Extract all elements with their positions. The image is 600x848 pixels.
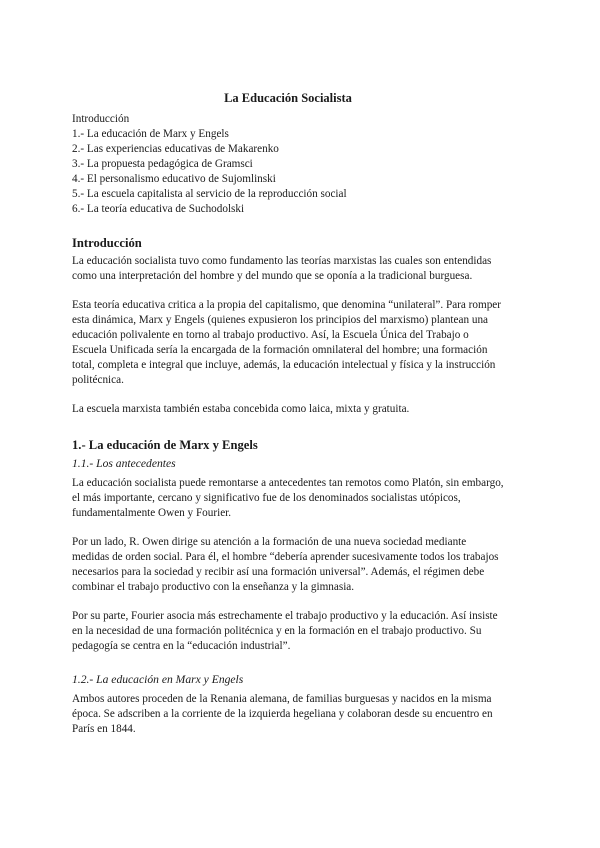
toc-item-5: 5.- La escuela capitalista al servicio de la reproducción social: [72, 188, 347, 200]
toc-item-1: 1.- La educación de Marx y Engels: [72, 128, 229, 140]
toc-item-introduction: Introducción: [72, 113, 130, 125]
subsection-1-2-heading: 1.2.- La educación en Marx y Engels: [72, 673, 244, 686]
toc-item-2: 2.- Las experiencias educativas de Makarenko: [72, 143, 279, 155]
subsection-1-1-paragraph-2: Por un lado, R. Owen dirige su atención a la formación de una nueva sociedad mediante medidas de orden social. Para él, el hombre “debería aprender sucesivamente todos los trabajos necesarios para la sociedad y recibir así una formación universal”. Además, el régimen debe combinar el trabajo productivo con la enseñanza y la gimnasia.: [72, 536, 499, 593]
table-of-contents: [72, 112, 504, 217]
toc-item-3: 3.- La propuesta pedagógica de Gramsci: [72, 158, 253, 170]
document-title: La Educación Socialista: [224, 91, 352, 105]
section-1-heading: 1.- La educación de Marx y Engels: [72, 438, 258, 452]
intro-heading: Introducción: [72, 236, 142, 250]
subsection-1-1-paragraph-1: La educación socialista puede remontarse a antecedentes tan remotos como Platón, sin embargo, el más importante, cercano y significativo fue de los denominados socialistas utópicos, fundamentalmente Owen y Fourier.: [72, 477, 504, 519]
subsection-1-2-paragraph-1: Ambos autores proceden de la Renania alemana, de familias burguesas y nacidos en la misma época. Se adscriben a la corriente de la izquierda hegeliana y colaboran desde su encuentro en París en 1844.: [72, 693, 493, 735]
intro-paragraph-2: Esta teoría educativa critica a la propia del capitalismo, que denomina “unilateral”. Para romper esta dinámica, Marx y Engels (quienes expusieron los principios del marxismo) plantean una educación polivalente en torno al trabajo productivo. Así, la Escuela Única del Trabajo o Escuela Unificada sería la encargada de la formación omnilateral del hombre; una formación total, completa e integral que incluye, además, la educación intelectual y física y la instrucción politécnica.: [72, 299, 501, 386]
toc-item-4: 4.- El personalismo educativo de Sujomlinski: [72, 173, 276, 185]
subsection-1-1-paragraph-3: Por su parte, Fourier asocia más estrechamente el trabajo productivo y la educación. Así insiste en la necesidad de una formación politécnica y en la formación en el trabajo productivo. Su pedagogía se centra en la “educación industrial”.: [72, 610, 498, 652]
intro-paragraph-3: La escuela marxista también estaba concebida como laica, mixta y gratuita.: [72, 403, 410, 415]
toc-item-6: 6.- La teoría educativa de Suchodolski: [72, 203, 245, 215]
subsection-1-1-heading: 1.1.- Los antecedentes: [72, 457, 176, 470]
intro-paragraph-1: La educación socialista tuvo como fundamento las teorías marxistas las cuales son entendidas como una interpretación del hombre y del mundo que se oponía a la tradicional burguesa.: [72, 255, 492, 282]
